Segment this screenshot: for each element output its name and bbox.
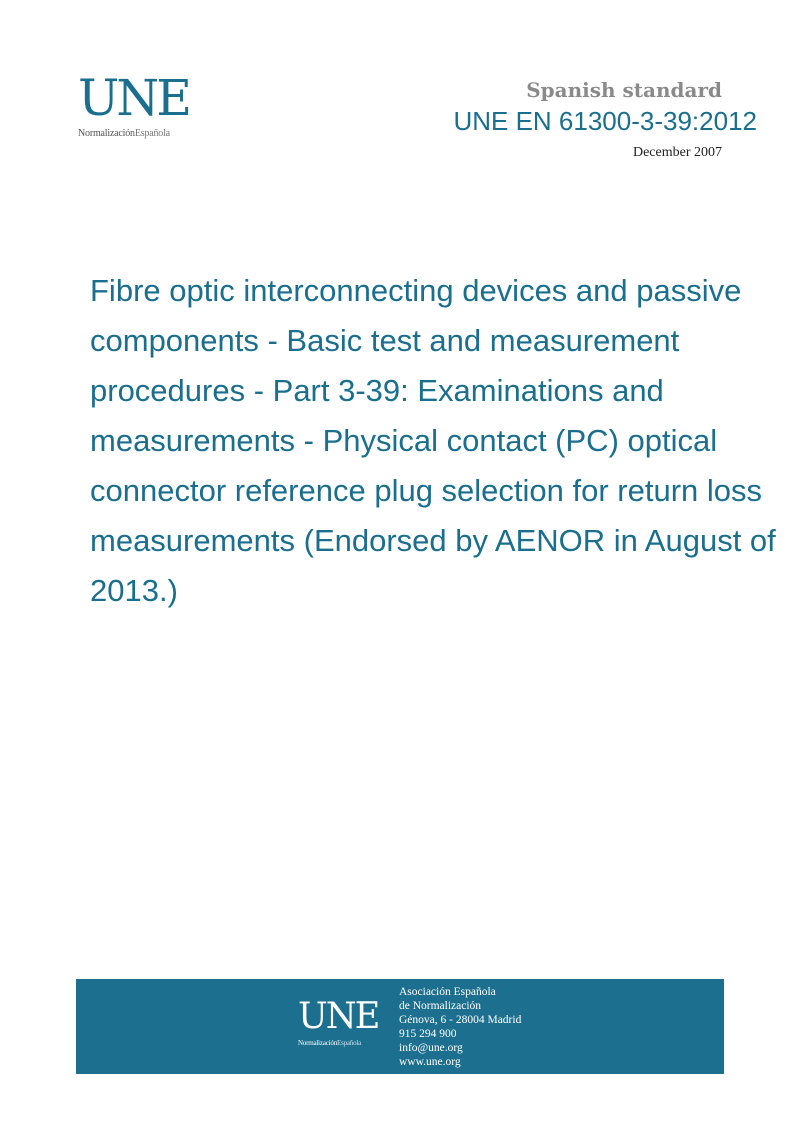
footer-logo-subtitle [298,1039,380,1047]
footer-logo-sub-light: Española [337,1039,362,1047]
standard-date: December 2007 [632,145,722,160]
logo-sub-light: Española [134,128,170,139]
standard-header [453,78,757,161]
une-logo [78,69,198,144]
logo-sub-strong: Normalización [78,128,135,139]
footer-website: www.une.org [399,1056,461,1068]
standard-code: UNE EN 61300-3-39:2012 [453,106,757,136]
footer-logo-sub-strong: Normalización [298,1039,337,1047]
une-logo-subtitle [78,128,198,139]
footer-phone: 915 294 900 [399,1028,457,1040]
footer-email: info@une.org [399,1042,463,1054]
footer-contact-info [399,985,521,1069]
footer-address: Génova, 6 - 28004 Madrid [399,1014,522,1026]
footer-logo [298,996,380,1047]
document-title: Fibre optic interconnecting devices and passive components - Basic test and measurement procedures - Part 3-39: Examinations and measurements - Physical contact (PC) optical connector reference plug selection for return loss measurements (Endorsed by AENOR in August of 2013.) [90,273,776,608]
footer-org-name-2: de Normalización [399,1000,482,1012]
footer-org-name-1: Asociación Española [399,986,496,998]
standard-label: Spanish standard [526,78,722,102]
footer-band [76,979,724,1074]
footer-logo-mark: UNE [298,996,379,1037]
une-logo-mark: UNE [78,69,190,127]
